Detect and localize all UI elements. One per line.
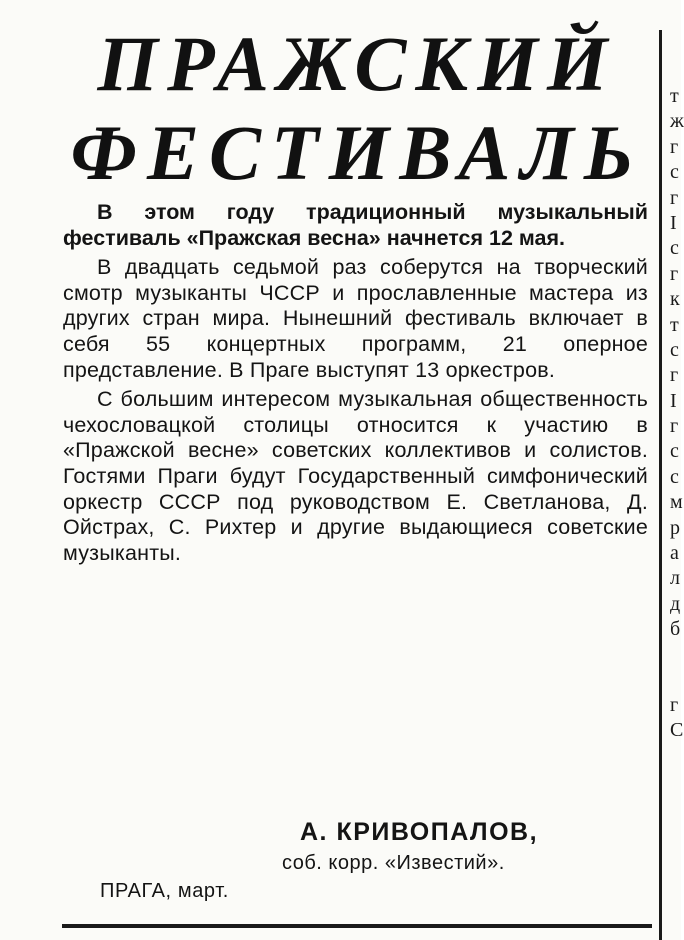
headline-line-1: ПРАЖСКИЙ [97,20,617,107]
adjacent-column-letter: г [670,415,679,438]
adjacent-column-letter: к [670,288,680,311]
column-divider [659,30,662,940]
author-name: А. КРИВОПАЛОВ, [300,818,539,846]
adjacent-column-letter: а [670,542,679,565]
adjacent-column-letter: г [670,693,679,716]
adjacent-column-letter: б [670,618,681,641]
adjacent-column-letter: л [670,567,680,590]
adjacent-column-letter: р [670,516,680,539]
adjacent-column-letter: с [670,161,679,184]
adjacent-column-letter: I [670,211,677,234]
article-paragraph: В двадцать седьмой раз соберутся на творческий смотр музыканты ЧССР и прославленные мастера из других стран мира. Нынешний фестиваль включает в себя 55 концертных программ, 21 оперное представление. В Праге выступят 13 оркестров. [63,255,648,382]
author-role: соб. корр. «Известий». [282,852,505,874]
adjacent-column-letter: г [670,262,679,285]
adjacent-column-letter: с [670,338,679,361]
adjacent-column-letter: г [670,135,679,158]
adjacent-column-letter: I [670,389,677,412]
adjacent-column-letter: г [670,186,679,209]
article-body [63,200,648,566]
bottom-divider [62,924,652,928]
dateline: ПРАГА, март. [100,880,229,902]
adjacent-column-letter: т [670,85,679,107]
adjacent-column-letter: г [670,364,679,387]
adjacent-column-letter: с [670,465,679,488]
adjacent-column-letter: с [670,237,679,260]
headline-line-2: ФЕСТИВАЛЬ [70,109,644,196]
adjacent-column-letter: С [670,718,684,741]
article-paragraph: С большим интересом музыкальная общественность чехословацкой столицы относится к участию в «Пражской весне» советских коллективов и солистов. Гостями Праги будут Государственный симфонический оркестр СССР под руководством Е. Светланова, Д. Ойстрах, С. Рихтер и другие выдающиеся советские музыканты. [63,387,648,565]
adjacent-column-letter: м [670,491,683,514]
adjacent-column-letter: д [670,592,681,615]
article-lead-paragraph: В этом году традиционный музыкальный фестиваль «Пражская весна» начнется 12 мая. [63,200,648,250]
adjacent-column-letter: с [670,440,679,463]
adjacent-column-fragment [670,84,684,743]
adjacent-column-letter: ж [670,110,684,133]
adjacent-column-letter: т [670,313,679,336]
adjacent-column-letter [670,643,681,693]
